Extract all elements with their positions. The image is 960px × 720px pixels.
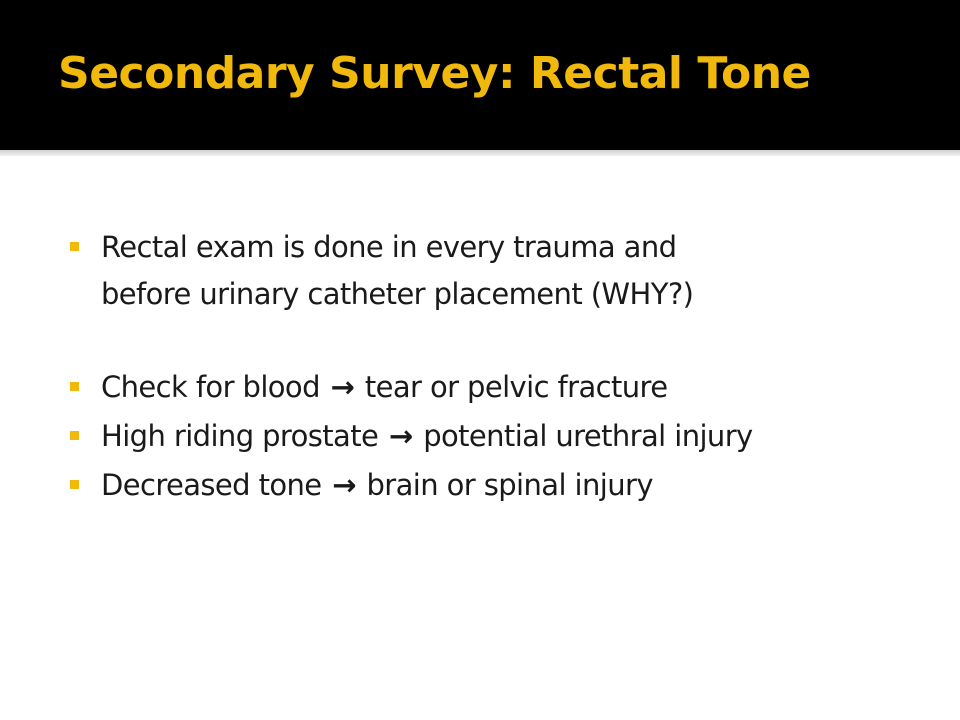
square-bullet-icon xyxy=(70,382,79,391)
bullet-cause-text: Decreased tone xyxy=(101,468,322,502)
bullet-result-text: brain or spinal injury xyxy=(366,468,653,502)
bullet-cause-text: Check for blood xyxy=(101,370,320,404)
slide-title: Secondary Survey: Rectal Tone xyxy=(58,48,811,99)
bullet-item-tone xyxy=(70,461,950,510)
bullet-cause-text: High riding prostate xyxy=(101,419,379,453)
square-bullet-icon xyxy=(70,242,79,251)
bullet-item-blood xyxy=(70,363,950,412)
slide-content xyxy=(70,224,950,510)
square-bullet-icon xyxy=(70,480,79,489)
bullet-result-text: tear or pelvic fracture xyxy=(364,370,668,404)
right-arrow-icon: → xyxy=(332,468,356,502)
bullet-item-rectal-exam xyxy=(70,224,950,318)
right-arrow-icon: → xyxy=(388,419,413,453)
bullet-item-prostate xyxy=(70,412,950,461)
title-divider xyxy=(0,150,960,156)
bullet-text-line-1: Rectal exam is done in every trauma and xyxy=(101,230,677,264)
bullet-list xyxy=(70,224,950,510)
right-arrow-icon: → xyxy=(330,370,355,404)
bullet-text-line-2: before urinary catheter placement (WHY?) xyxy=(101,277,694,311)
bullet-result-text: potential urethral injury xyxy=(423,419,753,453)
square-bullet-icon xyxy=(70,431,79,440)
